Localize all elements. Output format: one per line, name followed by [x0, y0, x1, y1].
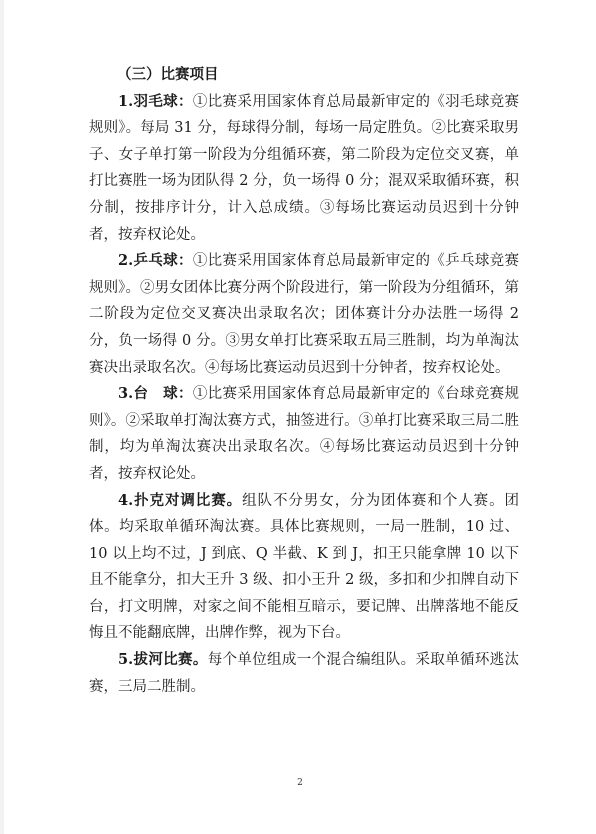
document-page	[4, 0, 596, 834]
item-heading: 2.乒乓球：	[118, 252, 193, 270]
page-number: 2	[297, 778, 303, 788]
section-title: （三）比赛项目	[117, 66, 219, 83]
item-heading: 5.拔河比赛。	[118, 651, 208, 669]
item-body: ①比赛采用国家体育总局最新审定的《台球竞赛规则》。②采取单打淘汰赛方式，抽签进行。③单打比赛采取三局二胜制，均为单淘汰赛决出录取名次。④每场比赛运动员迟到十分钟者，按弃权论处。	[89, 386, 519, 482]
item-heading: 1.羽毛球：	[118, 92, 193, 110]
item-body: ①比赛采用国家体育总局最新审定的《羽毛球竞赛规则》。每局 31 分，每球得分制，每场一局定胜负。②比赛采取男子、女子单打第一阶段为分组循环赛，第二阶段为定位交叉赛，单打比赛胜一场为团队得 2 分，负一场得 0 分；混双采取循环赛，积分制，按排序计分，计入总成绩。③每场比赛运动员迟到十分钟者，按弃权论处。	[89, 93, 519, 243]
item-badminton	[89, 89, 519, 249]
item-heading: 4.扑克对调比赛。	[118, 491, 243, 509]
item-billiards	[89, 381, 519, 487]
item-tug-of-war	[89, 647, 519, 700]
item-heading: 3.台 球：	[118, 385, 193, 403]
page-content	[89, 62, 519, 700]
item-body: 组队不分男女，分为团体赛和个人赛。团体。均采取单循环淘汰赛。具体比赛规则，一局一胜制，10 过、10 以上均不过，J 到底、Q 半截、K 到 J，扣王只能拿牌 10 以下且不能拿分，扣大王升 3 级、扣小王升 2 级，多扣和少扣牌自动下台，打文明牌，对家之间不能相互暗示，要记牌、出牌落地不能反悔且不能翻底牌，出牌作弊，视为下台。	[89, 492, 520, 642]
item-body: ①比赛采用国家体育总局最新审定的《乒乓球竞赛规则》。②男女团体比赛分两个阶段进行，第一阶段为分组循环，第二阶段为定位交叉赛决出录取名次；团体赛计分办法胜一场得 2 分，负一场得 0 分。③男女单打比赛采取五局三胜制，均为单淘汰赛决出录取名次。④每场比赛运动员迟到十分钟者，按弃权论处。	[89, 253, 519, 376]
item-poker	[89, 488, 519, 648]
item-body: 每个单位组成一个混合编组队。采取单循环逃汰赛，三局二胜制。	[89, 652, 520, 695]
item-table-tennis	[89, 248, 519, 381]
